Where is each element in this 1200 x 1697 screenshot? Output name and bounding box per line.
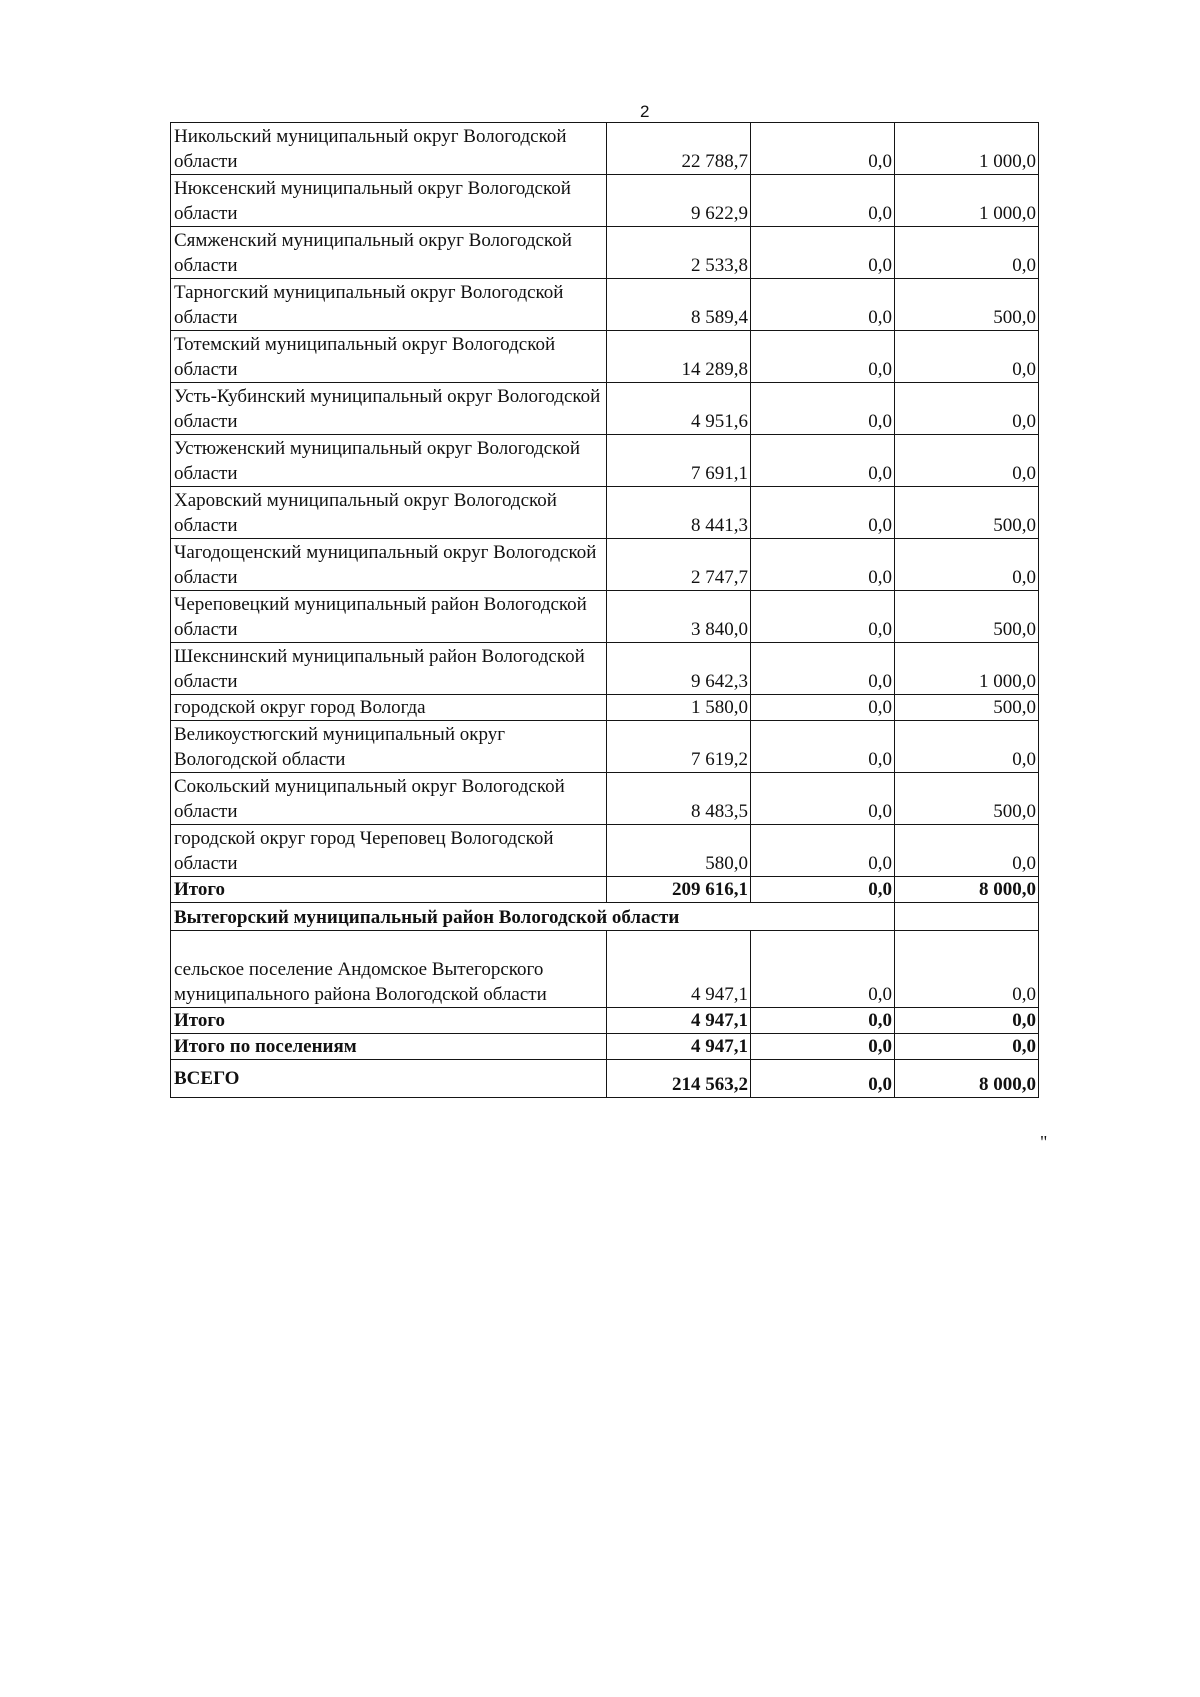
settlements-total-label: Итого по поселениям — [171, 1034, 607, 1060]
table-row — [171, 539, 1039, 591]
value-col1: 9 642,3 — [607, 643, 751, 695]
value-col2: 0,0 — [751, 279, 895, 331]
value-col3: 500,0 — [895, 695, 1039, 721]
grand-total-col3: 8 000,0 — [895, 1060, 1039, 1098]
table-row — [171, 591, 1039, 643]
value-col2: 0,0 — [751, 123, 895, 175]
table-row — [171, 825, 1039, 877]
municipality-name: Чагодощенский муниципальный округ Вологодской области — [171, 539, 607, 591]
value-col1: 580,0 — [607, 825, 751, 877]
settlements-total-col1: 4 947,1 — [607, 1034, 751, 1060]
value-col1: 8 589,4 — [607, 279, 751, 331]
municipality-name: Нюксенский муниципальный округ Вологодской области — [171, 175, 607, 227]
value-col1: 22 788,7 — [607, 123, 751, 175]
municipality-name: Великоустюгский муниципальный округ Вологодской области — [171, 721, 607, 773]
municipality-name: Шекснинский муниципальный район Вологодской области — [171, 643, 607, 695]
table-row — [171, 331, 1039, 383]
value-col1: 7 619,2 — [607, 721, 751, 773]
value-col1: 1 580,0 — [607, 695, 751, 721]
section-total-col1: 4 947,1 — [607, 1008, 751, 1034]
value-col1: 3 840,0 — [607, 591, 751, 643]
value-col3: 0,0 — [895, 435, 1039, 487]
municipality-name: Сокольский муниципальный округ Вологодской области — [171, 773, 607, 825]
table-row — [171, 383, 1039, 435]
municipality-name: Сямженский муниципальный округ Вологодской области — [171, 227, 607, 279]
value-col3: 0,0 — [895, 331, 1039, 383]
value-col1: 2 533,8 — [607, 227, 751, 279]
section-total-col3: 0,0 — [895, 1008, 1039, 1034]
value-col3: 500,0 — [895, 487, 1039, 539]
value-col1: 7 691,1 — [607, 435, 751, 487]
value-col2: 0,0 — [751, 331, 895, 383]
value-col1: 4 947,1 — [607, 931, 751, 1008]
value-col2: 0,0 — [751, 825, 895, 877]
value-col2: 0,0 — [751, 695, 895, 721]
municipality-name: Усть-Кубинский муниципальный округ Вологодской области — [171, 383, 607, 435]
table-row — [171, 931, 1039, 1008]
value-col3: 0,0 — [895, 383, 1039, 435]
value-col3: 0,0 — [895, 227, 1039, 279]
section-total-label: Итого — [171, 1008, 607, 1034]
value-col2: 0,0 — [751, 721, 895, 773]
municipality-name: Тотемский муниципальный округ Вологодской области — [171, 331, 607, 383]
value-col2: 0,0 — [751, 435, 895, 487]
value-col1: 8 441,3 — [607, 487, 751, 539]
value-col1: 14 289,8 — [607, 331, 751, 383]
table-row — [171, 643, 1039, 695]
subtotal-label: Итого — [171, 877, 607, 903]
value-col3: 500,0 — [895, 591, 1039, 643]
municipality-name: Никольский муниципальный округ Вологодской области — [171, 123, 607, 175]
value-col2: 0,0 — [751, 591, 895, 643]
grand-total-label: ВСЕГО — [171, 1060, 607, 1098]
value-col2: 0,0 — [751, 931, 895, 1008]
value-col3: 500,0 — [895, 279, 1039, 331]
value-col2: 0,0 — [751, 539, 895, 591]
settlements-total-col2: 0,0 — [751, 1034, 895, 1060]
value-col3: 0,0 — [895, 721, 1039, 773]
table-row — [171, 175, 1039, 227]
value-col3: 500,0 — [895, 773, 1039, 825]
subtotal-row — [171, 877, 1039, 903]
settlements-total-col3: 0,0 — [895, 1034, 1039, 1060]
municipality-name: городской округ город Череповец Вологодской области — [171, 825, 607, 877]
subtotal-col1: 209 616,1 — [607, 877, 751, 903]
municipality-name: Устюженский муниципальный округ Вологодской области — [171, 435, 607, 487]
grand-total-row — [171, 1060, 1039, 1098]
value-col3: 0,0 — [895, 931, 1039, 1008]
value-col2: 0,0 — [751, 487, 895, 539]
section-header-row — [171, 903, 1039, 931]
municipality-name: Харовский муниципальный округ Вологодской области — [171, 487, 607, 539]
section-empty-cell — [895, 903, 1039, 931]
value-col2: 0,0 — [751, 773, 895, 825]
subtotal-col3: 8 000,0 — [895, 877, 1039, 903]
table-row — [171, 227, 1039, 279]
section-total-row — [171, 1008, 1039, 1034]
value-col2: 0,0 — [751, 643, 895, 695]
section-total-col2: 0,0 — [751, 1008, 895, 1034]
value-col2: 0,0 — [751, 383, 895, 435]
settlement-name: сельское поселение Андомское Вытегорского муниципального района Вологодской области — [171, 931, 607, 1008]
table-row — [171, 721, 1039, 773]
grand-total-col1: 214 563,2 — [607, 1060, 751, 1098]
value-col3: 1 000,0 — [895, 643, 1039, 695]
value-col2: 0,0 — [751, 227, 895, 279]
municipality-name: городской округ город Вологда — [171, 695, 607, 721]
page-number: 2 — [640, 102, 650, 121]
grand-total-col2: 0,0 — [751, 1060, 895, 1098]
municipality-name: Череповецкий муниципальный район Вологодской области — [171, 591, 607, 643]
table-row — [171, 279, 1039, 331]
table-row — [171, 123, 1039, 175]
closing-quote: " — [1040, 1132, 1048, 1152]
table-row — [171, 695, 1039, 721]
value-col1: 9 622,9 — [607, 175, 751, 227]
table-row — [171, 773, 1039, 825]
section-title: Вытегорский муниципальный район Вологодской области — [171, 903, 895, 931]
value-col3: 0,0 — [895, 539, 1039, 591]
settlements-total-row — [171, 1034, 1039, 1060]
value-col2: 0,0 — [751, 175, 895, 227]
value-col1: 2 747,7 — [607, 539, 751, 591]
value-col3: 1 000,0 — [895, 175, 1039, 227]
value-col1: 4 951,6 — [607, 383, 751, 435]
value-col3: 0,0 — [895, 825, 1039, 877]
value-col3: 1 000,0 — [895, 123, 1039, 175]
table-row — [171, 435, 1039, 487]
subtotal-col2: 0,0 — [751, 877, 895, 903]
budget-table — [170, 122, 1039, 1098]
table-row — [171, 487, 1039, 539]
value-col1: 8 483,5 — [607, 773, 751, 825]
municipality-name: Тарногский муниципальный округ Вологодской области — [171, 279, 607, 331]
